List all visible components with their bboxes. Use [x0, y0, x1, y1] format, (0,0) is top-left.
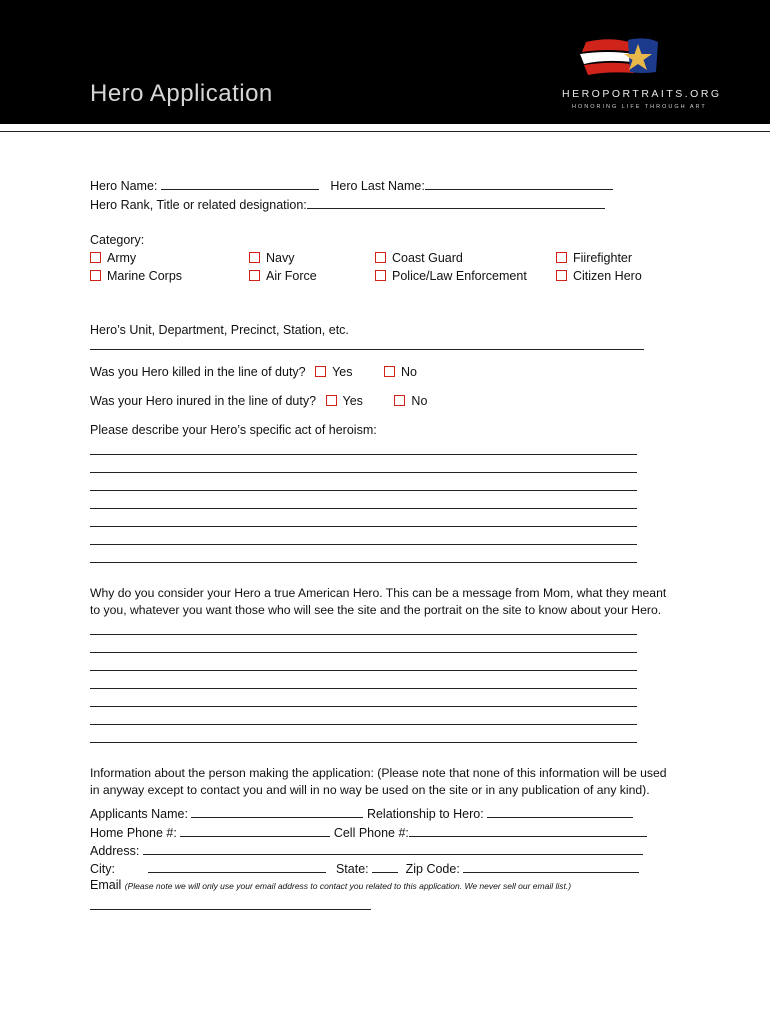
- state-label: State:: [335, 862, 369, 876]
- cell-phone-field[interactable]: [409, 825, 647, 837]
- header-banner: [0, 0, 770, 124]
- hero-rank-row: [90, 197, 605, 212]
- flag-star-logo-icon: [572, 34, 702, 124]
- hero-name-label: Hero Name:: [90, 179, 158, 193]
- option-army[interactable]: Army: [90, 251, 136, 265]
- injured-no: No: [411, 394, 428, 408]
- category-label: Category:: [90, 233, 145, 247]
- killed-row: [90, 365, 417, 379]
- heroism-line[interactable]: [90, 472, 637, 473]
- address-field[interactable]: [143, 843, 643, 855]
- why-hero-text: Why do you consider your Hero a true American Hero. This can be a message from Mom, what they meant to you, whatever you want those who will see the site and the portrait on the site to know about your Hero.: [90, 586, 667, 617]
- killed-no: No: [401, 365, 417, 379]
- unit-field[interactable]: [90, 349, 644, 350]
- option-police[interactable]: Police/Law Enforcement: [375, 269, 527, 283]
- applicant-name-label: Applicants Name:: [90, 807, 188, 821]
- killed-question: Was you Hero killed in the line of duty?: [90, 365, 306, 379]
- why-line[interactable]: [90, 742, 637, 743]
- option-coast-guard[interactable]: Coast Guard: [375, 251, 463, 265]
- state-field[interactable]: [372, 861, 398, 873]
- page-title: Hero Application: [90, 80, 273, 107]
- why-line[interactable]: [90, 634, 637, 635]
- heroism-line[interactable]: [90, 526, 637, 527]
- injured-row: [90, 394, 427, 408]
- city-label: City:: [90, 862, 115, 876]
- home-phone-label: Home Phone #:: [90, 826, 177, 840]
- checkbox-icon[interactable]: [556, 270, 567, 281]
- why-line[interactable]: [90, 724, 637, 725]
- heroism-line[interactable]: [90, 562, 637, 563]
- checkbox-icon[interactable]: [375, 252, 386, 263]
- email-row: [90, 878, 571, 892]
- injured-yes: Yes: [342, 394, 363, 408]
- phone-row: [90, 825, 647, 840]
- heroism-line[interactable]: [90, 454, 637, 455]
- unit-label: Hero’s Unit, Department, Precinct, Station, etc.: [90, 323, 349, 337]
- zip-field[interactable]: [463, 861, 639, 873]
- applicant-info-text: Information about the person making the application: (Please note that none of this information will be used in anyway except to contact you and will in no way be used on the site or in any publication of any kind).: [90, 766, 667, 797]
- checkbox-icon[interactable]: [556, 252, 567, 263]
- header-rule: [0, 131, 770, 132]
- zip-label: Zip Code:: [405, 862, 460, 876]
- option-air-force[interactable]: Air Force: [249, 269, 317, 283]
- relationship-field[interactable]: [487, 806, 633, 818]
- home-phone-field[interactable]: [180, 825, 330, 837]
- address-label: Address:: [90, 844, 140, 858]
- hero-name-field[interactable]: [161, 178, 319, 190]
- killed-yes: Yes: [332, 365, 353, 379]
- option-marine-corps[interactable]: Marine Corps: [90, 269, 182, 283]
- checkbox-icon[interactable]: [90, 252, 101, 263]
- why-line[interactable]: [90, 652, 637, 653]
- email-field[interactable]: [90, 909, 371, 910]
- hero-last-name-label: Hero Last Name:: [330, 179, 425, 193]
- checkbox-icon[interactable]: [375, 270, 386, 281]
- why-line[interactable]: [90, 706, 637, 707]
- injured-question: Was your Hero inured in the line of duty?: [90, 394, 317, 408]
- heroism-line[interactable]: [90, 508, 637, 509]
- hero-name-row: [90, 178, 613, 193]
- why-line[interactable]: [90, 670, 637, 671]
- email-label: Email: [90, 878, 122, 892]
- address-row: [90, 843, 643, 858]
- applicant-name-field[interactable]: [191, 806, 363, 818]
- heroism-line[interactable]: [90, 544, 637, 545]
- option-firefighter[interactable]: Fiirefighter: [556, 251, 632, 265]
- checkbox-icon[interactable]: [90, 270, 101, 281]
- option-navy[interactable]: Navy: [249, 251, 294, 265]
- cell-phone-label: Cell Phone #:: [333, 826, 409, 840]
- heroism-label: Please describe your Hero’s specific act of heroism:: [90, 423, 377, 437]
- checkbox-icon[interactable]: [315, 366, 326, 377]
- hero-rank-label: Hero Rank, Title or related designation:: [90, 198, 307, 212]
- city-field[interactable]: [148, 861, 326, 873]
- checkbox-icon[interactable]: [249, 270, 260, 281]
- site-tagline: HONORING LIFE THROUGH ART: [572, 104, 707, 110]
- applicant-name-row: [90, 806, 633, 821]
- heroism-line[interactable]: [90, 490, 637, 491]
- relationship-label: Relationship to Hero:: [366, 807, 484, 821]
- hero-last-name-field[interactable]: [425, 178, 613, 190]
- checkbox-icon[interactable]: [394, 395, 405, 406]
- checkbox-icon[interactable]: [384, 366, 395, 377]
- hero-rank-field[interactable]: [307, 197, 605, 209]
- city-row: [90, 861, 639, 876]
- checkbox-icon[interactable]: [249, 252, 260, 263]
- checkbox-icon[interactable]: [326, 395, 337, 406]
- why-line[interactable]: [90, 688, 637, 689]
- email-note: (Please note we will only use your email address to contact you related to this application. We never sell our email list.): [124, 881, 572, 891]
- site-name: HEROPORTRAITS.ORG: [562, 88, 722, 100]
- option-citizen-hero[interactable]: Citizen Hero: [556, 269, 642, 283]
